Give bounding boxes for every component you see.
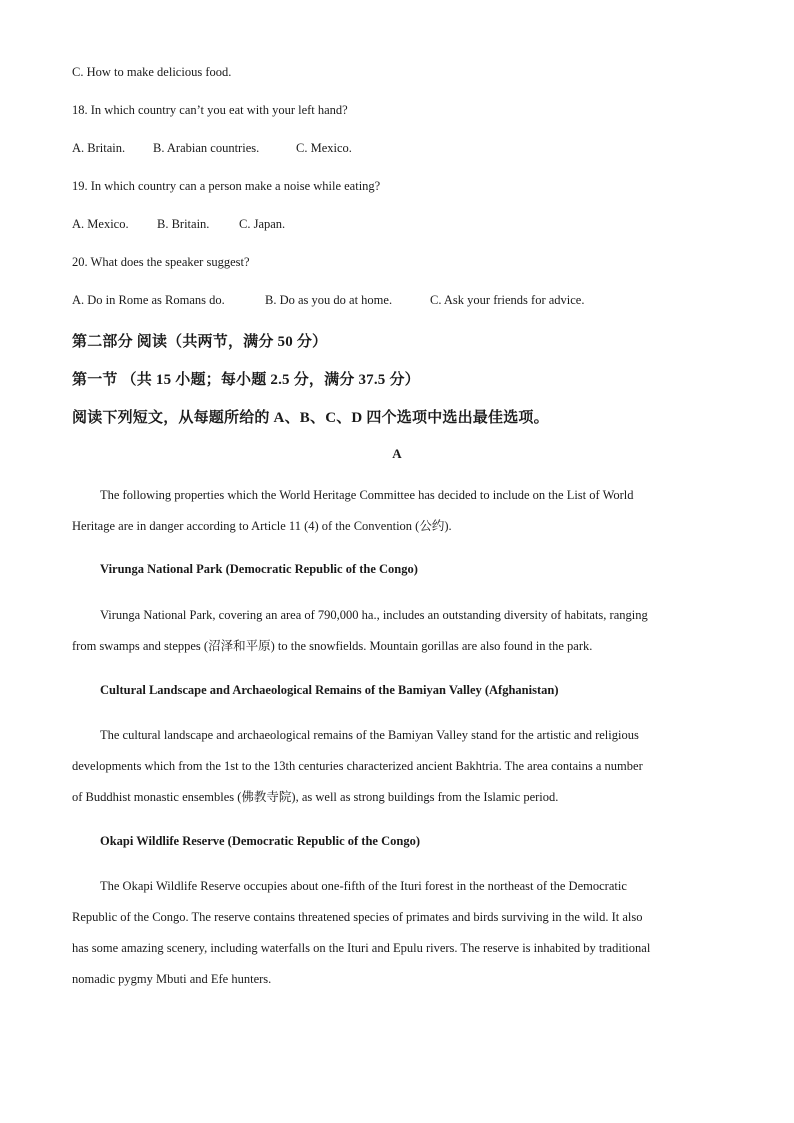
intro-paragraph — [72, 480, 722, 542]
site-paragraph-bamiyan — [72, 720, 722, 813]
q18-option-b: B. Arabian countries. — [153, 141, 260, 155]
section1-heading: 第一节 （共 15 小题；每小题 2.5 分，满分 37.5 分） — [72, 372, 420, 388]
paragraph-line: Republic of the Congo. The reserve contains threatened species of primates and birds surviving in the wild. It also — [72, 910, 643, 924]
paragraph-line: from swamps and steppes (沼泽和平原) to the snowfields. Mountain gorillas are also found in the park. — [72, 639, 593, 653]
q20-option-a: A. Do in Rome as Romans do. — [72, 293, 225, 307]
passage-label: A — [392, 446, 402, 461]
paragraph-line: The Okapi Wildlife Reserve occupies about one-fifth of the Ituri forest in the northeast of the Democratic — [100, 879, 627, 893]
q20-question: 20. What does the speaker suggest? — [72, 255, 250, 269]
paragraph-line: has some amazing scenery, including waterfalls on the Ituri and Epulu rivers. The reserve is inhabited by traditional — [72, 941, 651, 955]
q18-option-a: A. Britain. — [72, 141, 126, 155]
q19-option-c: C. Japan. — [239, 217, 286, 231]
q18-question: 18. In which country can’t you eat with your left hand? — [72, 103, 348, 117]
intro-line: The following properties which the World Heritage Committee has decided to include on the List of World — [100, 488, 634, 502]
part2-heading: 第二部分 阅读（共两节，满分 50 分） — [72, 334, 328, 350]
paragraph-line: of Buddhist monastic ensembles (佛教寺院), as well as strong buildings from the Islamic period. — [72, 790, 559, 804]
reading-instruction: 阅读下列短文，从每题所给的 A、B、C、D 四个选项中选出最佳选项。 — [72, 410, 549, 426]
q19-option-b: B. Britain. — [157, 217, 210, 231]
site-title-okapi: Okapi Wildlife Reserve (Democratic Republic of the Congo) — [100, 834, 420, 848]
paragraph-line: nomadic pygmy Mbuti and Efe hunters. — [72, 972, 272, 986]
site-paragraph-virunga — [72, 600, 722, 662]
q19-option-a: A. Mexico. — [72, 217, 129, 231]
q20-option-b: B. Do as you do at home. — [265, 293, 393, 307]
site-paragraph-okapi — [72, 871, 722, 995]
q20-option-c: C. Ask your friends for advice. — [430, 293, 585, 307]
q18-option-c: C. Mexico. — [296, 141, 352, 155]
paragraph-line: The cultural landscape and archaeological remains of the Bamiyan Valley stand for the artistic and religious — [100, 728, 639, 742]
q19-options — [72, 217, 285, 232]
q20-options — [72, 293, 584, 308]
q19-question: 19. In which country can a person make a noise while eating? — [72, 179, 381, 193]
intro-line: Heritage are in danger according to Article 11 (4) of the Convention (公约). — [72, 519, 452, 533]
site-title-virunga: Virunga National Park (Democratic Republic of the Congo) — [100, 562, 418, 576]
q17-option-c: C. How to make delicious food. — [72, 65, 232, 79]
site-title-bamiyan: Cultural Landscape and Archaeological Remains of the Bamiyan Valley (Afghanistan) — [100, 683, 559, 697]
paragraph-line: Virunga National Park, covering an area of 790,000 ha., includes an outstanding diversity of habitats, ranging — [100, 608, 648, 622]
paragraph-line: developments which from the 1st to the 13th centuries characterized ancient Bakhtria. The area contains a number — [72, 759, 643, 773]
q18-options — [72, 141, 352, 156]
